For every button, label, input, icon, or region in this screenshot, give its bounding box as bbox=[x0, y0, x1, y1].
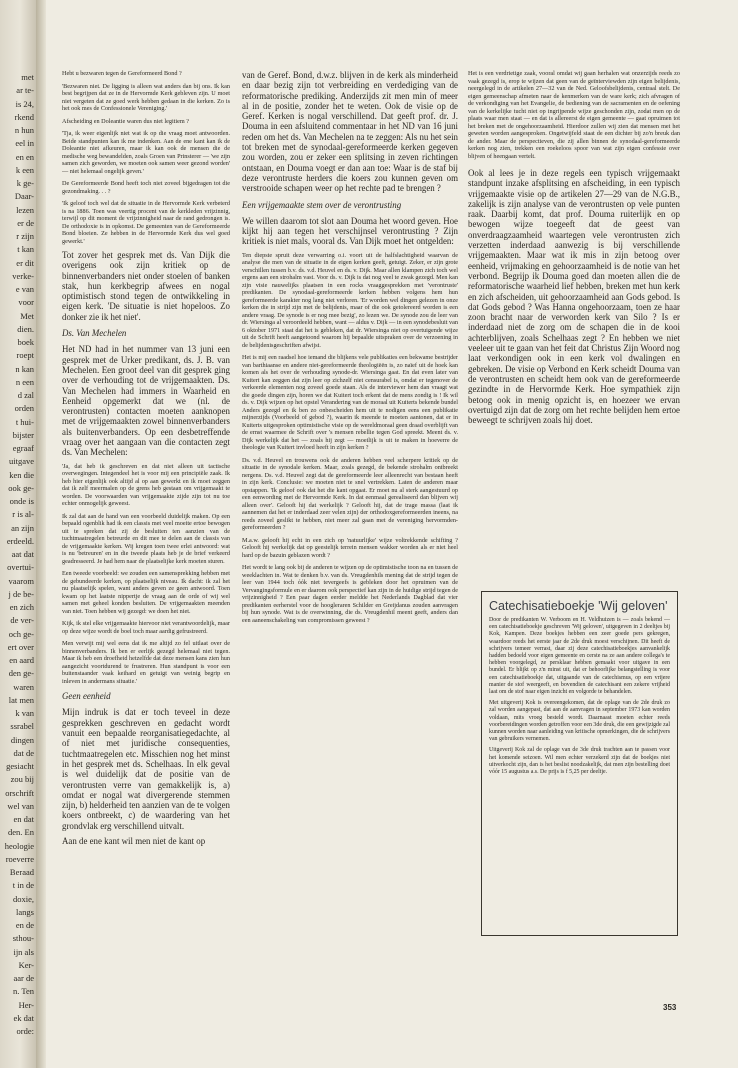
gutter-fragment: ert over bbox=[7, 641, 34, 652]
gutter-fragment: Met bbox=[20, 310, 34, 321]
gutter-fragment: zou bij bbox=[10, 774, 34, 785]
gutter-fragment: Beraad bbox=[9, 867, 34, 877]
gutter-fragment: t hui- bbox=[15, 416, 34, 427]
column-2 bbox=[242, 70, 458, 1000]
gutter-fragment: k ge- bbox=[16, 178, 34, 188]
gutter-fragment: egraaf bbox=[12, 443, 34, 453]
gutter-fragment: onde is bbox=[9, 496, 34, 506]
body-paragraph: Aan de ene kant wil men niet de kant op bbox=[62, 836, 206, 846]
paragraph: M.a.w. gelooft hij echt in een zich op 'natuurlijke' wijze voltrekkende schifting ? Gelooft hij werkelijk dat op geestelijk terrein mensen wakker worden als er niet heel hard op de bazuin geblazen wordt ? bbox=[242, 536, 458, 559]
quote-block bbox=[62, 463, 230, 686]
paragraph: Uitgeverij Kok zal de oplage van de 3de druk trachten aan te passen voor het komende seizoen. Wil men echter verzekerd zijn dat de boekjes niet uitverkocht zijn, dan is het beslist noodzakelijk, dat men zijn bestelling doet vóór 15 augustus a.s. De prijs is f 5,25 per deeltje. bbox=[489, 747, 670, 776]
gutter-fragment: orden bbox=[14, 403, 34, 414]
gutter-fragment: lezen bbox=[16, 204, 34, 215]
gutter-fragment: r zijn bbox=[16, 231, 34, 241]
paragraph: Door de predikanten W. Verboom en H. Veldhuizen is — zoals bekend — een catechisatieboekje geschreven 'Wij geloven', uitgegeven in 2 deeltjes bij Kok, Kampen. Deze boekjes hebben een zeer goede pers gekregen, waardoor reeds het eerste jaar de 2de druk moest verschijnen. Dit heeft de schrijvers temeer verrast, daar zij deze catechisatieboekjes aanvankelijk hadden bedoeld voor eigen gemeente en cerste na ze aan andere collega's te hebben voorgelegd, ze persklaar hebben gemaakt voor uitgave in een bundel. Er blijkt op z'n minst uit, dat er behoorlijke belangstelling is voor een catechisatieboekje dat, uitgaande van de catechismus, op een vrijere manier de stof weergeeft, en bovendien de catechisant een zekere vrijheid laat om de stof naar eigen inzicht en volgorde te behandelen. bbox=[489, 617, 670, 696]
gutter-fragment: den ge- bbox=[8, 668, 34, 679]
quote-block bbox=[242, 252, 458, 625]
sidebar-box bbox=[481, 591, 678, 936]
gutter-fragment: d zal bbox=[17, 390, 34, 400]
paragraph: Afscheiding en Doleantie waren dus niet legitiem ? bbox=[62, 117, 189, 125]
gutter-fragment: er de bbox=[17, 217, 34, 228]
gutter-fragment: gesiacht bbox=[6, 761, 34, 771]
paragraph: 'Ja, dat heb ik geschreven en dat niet alleen uit tactische overwegingen. Integendeel het is voor mij een principiële zaak. Ik heb hier eigenlijk ook altijd al op aan gewerkt en ik moet zeggen dat ik zelf meermalen op de grens heb gestaan om vrijgemaakt te worden. De voorwaarden van vrijgemaakte zijde zijn tot nu toe echter onmogelijk geweest. bbox=[62, 462, 230, 508]
gutter-fragment: verke- bbox=[12, 270, 34, 281]
gutter-fragment: orschrift bbox=[5, 787, 34, 798]
facing-page-edge bbox=[0, 0, 36, 1068]
gutter-fragment: en aard bbox=[9, 655, 34, 665]
gutter-fragment: dien. bbox=[17, 323, 34, 334]
gutter-fragment: doxie, bbox=[12, 893, 34, 904]
quote-block bbox=[468, 70, 680, 160]
gutter-fragment: bijster bbox=[12, 429, 34, 440]
body-paragraph: Ook al lees je in deze regels een typisch vrijgemaakt standpunt inzake afsplitsing en afscheiding, in een typisch vrijgemaakte visie op de artikelen 27—29 van de N.G.B., zakelijk is zijn analyse van de verontrusten op vele punten raak. Daarbij komt, dat prof. Douma ruiterlijk en op bewogen wijze toegeeft dat de geest van onverdraagzaamheid waartegen vele verontrusten zich verzetten inderdaad aanwezig is bij verschillende vrijgemaakten. Maar wat ik mis in zijn betoog over eenheid, vrijmaking en gehoorzaamheid is de notie van het verbond. Begrijp ik Douma goed dan moeten allen die de reformatorische waarheid lief hebben, breken met hun kerk en zich afscheiden, uit gehoorzaamheid aan Gods gebod. Is dat Gods gebod ? Was Hanna ongehoorzaam, toen ze haar zoon bracht naar de verworden kerk van Silo ? Is er inderdaad niet de zorg om de schapen die in de kooi achterblijven, zoals Schelhaas zegt ? En hebben we niet veeleer uit te gaan van het feit dat Christus Zijn Woord nog laat verkondigen ook in een kerk vol dwalingen en gebreken. De visie op Verbond en Kerk scheidt Douma van de verontrusten en scheidt hem ook van de gereformeerde gezindte in de Hervormde Kerk. Hoe sympathiek zijn betoog ook in menig opzicht is, en hoezeer we ervan overtuigd zijn dat de zorg om het rechte belijden hem ertoe beweegt te schrijven zoals hij doet. bbox=[468, 168, 680, 426]
gutter-fragment: dat de bbox=[13, 747, 34, 758]
paragraph: Ds. v.d. Heuvel en trouwens ook de anderen hebben veel scherpere kritiek op de situatie in de synodale kerken. Maar, zoals gezegd, de bekende strohalm ontbreekt nergens. Ds. v.d. Heuvel zegt dat de gereformeerde leer alleenrecht van bestaan heeft in zijn kerk. Conclusie: we moeten niet te snel vertrekken. Laten de anderen maar opstappen. 'Ik geloof ook dat het die kant opgaat. Er moet nu al sterk aangestuurd op een eenwording met de Hervormde Kerk. In dat eenmaal gerealiseerd dan blijven wij alleen over'. Gelooft hij dat werkelijk ? Gelooft hij, dat de trage massa (laat ik aannemen dat het er inderdaad zeer velen zijn) der orthodoxgereformeerden ineens, na reeds zoveel geslikt te hebben, niet meer zal gaan met de vereniging hervormden-gereformeerden ? bbox=[242, 456, 458, 532]
gutter-fragment: n kan bbox=[15, 363, 34, 374]
gutter-fragment: lat men bbox=[8, 694, 34, 705]
gutter-fragment: n. Ten bbox=[13, 986, 34, 997]
gutter-fragment: heologie bbox=[4, 840, 34, 851]
gutter-fragment: Her- bbox=[18, 999, 34, 1010]
gutter-fragment: ken die bbox=[9, 469, 34, 480]
gutter-fragment: n een bbox=[15, 376, 34, 387]
paragraph: 'Bezwaren niet. De ligging is alleen wat anders dan bij ons. Ik kan best begrijpen dat ze in de Hervormde Kerk gebleven zijn. U moet niet vergeten dat ze goed werk hebben gedaan in die kerken. Zo is het ook mes de Confessionele Vereniging.' bbox=[62, 82, 230, 112]
gutter-fragment: ar te- bbox=[16, 85, 34, 96]
gutter-fragment: k een bbox=[15, 164, 34, 175]
subheading: Een vrijgemaakte stem over de verontrusting bbox=[242, 199, 402, 210]
paragraph: Een tweede voorbeeld: we zouden een samensprekking hebben met de gebundeerde kerken, op plaatselijk niveau. Ik dacht: ik zal het nu plaatselijk spelen, want anders geven ze geen antwoord. Toen kwam op het laatste nippertje de vraag aan de orde of wij wel samen met geheel konden besluiten. De vrijgemaakten meenden van niet. Toen hebben wij gezegd: we doen het niet. bbox=[62, 570, 230, 615]
paragraph: Het wordt te lang ook bij de anderen te wijzen op de optimistische toon na en tussen de weeklachten in. Wat te denken b.v. van ds. Vreugdenhils mening dat de strijd tegen de leer van 1944 toch óók niet tevergeefs is gebleken door het opruimen van de Vervangingsformule en er daarom ook perspectief kan zijn in de huidige strijd tegen de vrijzinnigheid ? Een paar dagen eerder meldde het Nederlands Dagblad dat vier predikanten eerherstel voor de hoogleraren Schilder en Greijdanus zouden aanvragen bij hun synode. Wat is de overwinning, die ds. Vreugdenhil meent geeft, anders dan een aaneenschakeling van compromissen geweest ? bbox=[242, 564, 458, 624]
body-paragraph: Het ND had in het nummer van 13 juni een gesprek met de Urker predikant, ds. J. B. van Mechelen. Een groot deel van dit gesprek ging over de verhouding tot de vrijgemaakten. Ds. Van Mechelen had immers in Waarheid en Eenheid opgemerkt dat we (nl. de verontrusten) contacten moeten aanknopen met de vrijgemaakten zowel binnenverbanders als buitenverbanders. Op een desbetreffende vraag over het aangaan van die contacten zegt ds. Van Mechelen: bbox=[62, 344, 230, 458]
gutter-fragment: aat dat bbox=[11, 549, 34, 559]
paragraph: Het is mij een raadsel hoe iemand die blijkens vele publikaties een bekwame bestrijder van barthiaanse en andere niet-gereformeerde theologiëën is, zo naïef uit de hoek kan komen als het over de verhouding synode-dr. Wiersinga gaat. En dat even later van Kuitert kan zeggen dat zijn leer op zichzelf niet censurabel is, omdat er tegenover de verkeerde elementen nog zoveel goede staan. Als de interviewer hem dan vraagt wat die goede dingen zijn, horen we dat Kuitert toch erkent dat de mens zondig is ! Ik wil ds. v. Dijk wijzen op het opstel Verandering van de moraal uit Kuiterts bekende bundel Anders gezegd en ik ben zo onbescheiden hem uit te nodigen eens een publikatie mijnerzijds (Voorbeeld of gebod ?), waarin ik meende te moeten aantonen, dat er in Kuiterts uitgesproken optimistische visie op de wereldmoraal geen draad overblijft van de ernst waarmee de Schrift over 's mensen rebellie tegen God spreekt. Meent ds. v. Dijk werkelijk dat het — zoals hij zegt — moeilijk is uit te maken in hoeverre de theologie van Kuitert invloed heeft in zijn kerken ? bbox=[242, 354, 458, 452]
paragraph: Ik zal dat aan de hand van een voorbeeld duidelijk maken. Op een bepaald ogenblik had ik een classis met veel moeite ertoe bewogen uit te spreken dat zij de besluiten ten aanzien van de tuchtmaatregelen betreurde en dit mee te delen aan de classis van de vrijgemaakte kerken. Wij kregen toen twee erlei antwoord: wat is nu 'betreuren' en in die tweede plaats heb je de brief verkeerd geadresseerd. Je had hem naar de plaatselijke kerk moeten sturen. bbox=[62, 512, 230, 565]
paragraph: Het is een verdrietige zaak, vooral omdat wij gaan herhalen wat onzerzijds reeds zo vaak gezegd is, erop te wijzen dat geen van de geïnterviewden zijn eigen belijdenis, neergelegd in de artikelen 27—32 van de Ned. Geloofsbelijdenis, centraal stelt. De eigen gemeenschap afmeten naar de kenmerken van de ware kerk; zich afvragen of de verkondiging van het Evangelie, de bediening van de sacramenten en de oefening van de kerkelijke tucht niet op ingrijpende wijze geschonden zijn, zodat men op de plaats waar men staat — en dat is allereerst de eigen gemeente — gaat opruimen tot het breken met de ongehoorzaamheid. Hierdoor zullen wij zien dat mensen met het geweten worden aangesproken. Ongetwijfeld staat de een dichter bij zo'n breuk dan de ander. Maar de perspectieven, die zij allen binnen de synodaal-gereformeerde kerken nog zien, trekken een roekeloos spoor van wat zijn eigen confessie over blijven of heengaan vertelt. bbox=[468, 70, 680, 160]
gutter-fragment: overtui- bbox=[7, 562, 34, 573]
paragraph: Kijk, ik stel elke vrijgemaakte hiervoor niet verantwoordelijk, maar op deze wijze wordt de boel toch maar aardig gefrustreerd. bbox=[62, 620, 230, 635]
gutter-fragment: Ker- bbox=[18, 959, 34, 970]
paragraph: 'Ik geloof toch wel dat de situatie in de Hervormde Kerk verbeterd is na 1886. Toen was veertig procent van de kerkleden vrijzinnig, terwijl op dit moment de vrijzinnigheid naar de rand gedrongen is. De orthodoxie is in opkomst. De gemeenten van de Gereformeerde Bond bloeien. Ze hebben in de Hervormde Kerk dus wel goed gewerkt.' bbox=[62, 200, 230, 245]
gutter-fragment: ijn als bbox=[13, 946, 34, 957]
gutter-fragment: den. En bbox=[8, 827, 34, 838]
paragraph: 'Tja, ik weer eigenlijk niet wat ik op die vraag moet antwoorden. Beide standpunten kan ik me indenken. Aan de ene kant kan ik de Doleantie niet afkeuren, maar ik kan ook de mensen die de medische weg bewandelden, zoals Groen van Prinsterer — 'we zijn samen zich geworden, we moeten ook samen weer gezond worden' — niet helemaal ongelijk geven.' bbox=[62, 130, 230, 175]
paragraph: De Gereformeerde Bond heeft toch niet zoveel bijgedragen tot die gezondmaking. . . ? bbox=[62, 180, 230, 195]
gutter-fragment: Daar- bbox=[14, 191, 34, 202]
gutter-fragment: ook ge- bbox=[8, 482, 34, 493]
gutter-fragment: de ver- bbox=[10, 615, 34, 626]
gutter-fragment: en de bbox=[15, 920, 34, 930]
gutter-fragment: met bbox=[21, 72, 34, 82]
body-paragraph: We willen daarom tot slot aan Douma het woord geven. Hoe kijkt hij aan tegen het verschijnsel verontrusting ? Zijn kritiek is niet mals, vooral ds. Van Dijk moet het ontgelden: bbox=[242, 215, 458, 247]
gutter-fragment: uitgave bbox=[8, 456, 34, 467]
gutter-fragment: waren bbox=[13, 681, 34, 692]
gutter-fragment: ek dat bbox=[13, 1012, 34, 1023]
page-number: 353 bbox=[663, 1003, 677, 1012]
gutter-fragment: n hun bbox=[14, 125, 34, 135]
paragraph: Hebt u bezwaren tegen de Gereformeerd Bond ? bbox=[62, 70, 182, 77]
gutter-fragment: an zijn bbox=[11, 522, 34, 533]
gutter-fragment: roeverre bbox=[5, 853, 34, 864]
gutter-fragment: och ge- bbox=[8, 628, 34, 639]
gutter-fragment: en zich bbox=[9, 602, 34, 612]
gutter-fragment: j de be- bbox=[8, 588, 34, 599]
gutter-fragment: erdeeld. bbox=[6, 535, 34, 546]
gutter-fragment: orde: bbox=[16, 1026, 34, 1036]
paragraph: Met uitgeverij Kok is overeengekomen, dat de oplage van de 2de druk zo zal worden aangepast, dat aan de aanvragen in september 1973 kan worden voldaan, mits vroeg besteld wordt. Daarnaast moeten echter reeds voorbereidingen worden getroffen voor een 3de druk, die een gewijzigde zal kunnen worden naar aanleiding van kritische opmerkingen, die de schrijvers van gebruikers vernemen. bbox=[489, 700, 670, 743]
body-paragraph: Mijn indruk is dat er toch teveel in deze gesprekken geschreven en gedacht wordt vanuit een bepaalde reorganisatiegedachte, al of niet met juridische consequenties, tuchtmaatregelen etc. Misschien nog het minst in het gesprek met ds. Schelhaas. In elk geval is wel duidelijk dat de positie van de verontrusten verre van gemakkelijk is, a) omdat er nogal wat divergerende stemmen zijn, b) helderheid ten aanzien van de te volgen koers ontbreekt, c) de waardering van het grondvlak erg verschillend uitvalt. bbox=[62, 707, 230, 831]
body-paragraph: van de Geref. Bond, d.w.z. blijven in de kerk als minderheid en daar bezig zijn tot verbreiding en verdediging van de reformatorische prediking. Anderzijds zit men min of meer al in de positie, zonder het te weten. Ook de visie op de Geref. Kerken is nogal verschillend. Dat geeft prof. dr. J. Douma in een afsluitend commentaar in het ND van 16 juni reden om het ds. Van Mechelen na te zeggen: Als nu het sein tot breken met de synodaal-gereformeerde kerken gegeven zou worden, zou er zeker een splitsing in zeven richtingen ontstaan, en Douma voegt er dan aan toe: Waar is de staf bij deze verontruste herders die koers zou kunnen geven om verstrooide schapen weer op het rechte pad te brengen ? bbox=[242, 70, 458, 194]
column-1 bbox=[62, 70, 230, 1000]
page-fold bbox=[36, 0, 46, 1068]
gutter-fragment: rkend bbox=[14, 111, 34, 122]
gutter-fragment: sthou- bbox=[12, 933, 34, 944]
subheading: Ds. Van Mechelen bbox=[62, 328, 127, 339]
box-title: Catechisatieboekje 'Wij geloven' bbox=[489, 599, 668, 613]
gutter-fragment: er dit bbox=[16, 257, 34, 268]
gutter-fragment: eel in bbox=[15, 138, 34, 149]
gutter-fragment: is 24, bbox=[15, 98, 34, 109]
gutter-fragment: voor bbox=[18, 297, 34, 308]
gutter-fragment: t in de bbox=[12, 880, 34, 891]
gutter-fragment: t kan bbox=[17, 244, 34, 255]
gutter-fragment: r is al- bbox=[12, 509, 34, 520]
gutter-fragment: vaarom bbox=[8, 575, 34, 586]
paragraph: Ten diepste spruit deze verwarring o.i. voort uit de halfslachtigheid waarvan de analyse die men van de situatie in de eigen kerken geeft, getuigt. Zeker, er zijn grote verschillen tussen b.v. ds. v.d. Heuvel en ds. v. Dijk. Maar allen klampen zich toch wel ergens aan een strohalm vast. Voor ds. v. Dijk is dat nog veel te zwak gezegd. Men kan zijn visie nauwelijks plaatsen in een rocks vraaggesprekken met 'verontruste' predikanten. De synodaal-gereformeerde kerken hebben volgens hem hun gereformeerde karakter nog lang niet verloren. 'Er worden wel dingen gelezen in onze kerken die in strijd zijn met de belijdenis, maar of die ook getolereerd worden is een andere vraag. De synode is er nog mee bezig', zo lezen we. De synode zou de leer van dr. Wiersinga al veroordeeld hebben, want — aldus v. Dijk — in een synodebesluit van 6 oktober 1971 staat dat het is gebleken, dat dr. Wiersinga niet op overtuigende wijze uit de Schrift heeft aangetoond waarom hij bepaalde uitspraken over de verzoening in de belijdenisgeschriften afwijst. bbox=[242, 251, 458, 349]
gutter-fragment: wel van bbox=[7, 800, 34, 811]
gutter-fragment: ssrabel bbox=[10, 721, 34, 732]
subheading: Geen eenheid bbox=[62, 691, 111, 702]
gutter-fragment: roept bbox=[16, 350, 34, 361]
gutter-fragment: en en bbox=[15, 151, 34, 162]
gutter-fragment: dingen bbox=[10, 734, 34, 745]
paragraph: Men verwijt mij wel eens dat ik me altijd zo fel uitlaat over de binnenverbanders. Ik ben er eerlijk gezegd helemaal niet tegen. Maar ik heb een droefheid hetzelfde dat deze mensen kans zien hun aangezicht voortdurend te frustreren. Hun standpunt is voor een buitenstaander vaak keihard en getuigt van weinig begrip en inleven in andermans situatie.' bbox=[62, 640, 230, 685]
gutter-fragment: aar de bbox=[13, 973, 34, 983]
gutter-fragment: k van bbox=[15, 708, 34, 718]
gutter-fragment: langs bbox=[16, 906, 34, 917]
gutter-fragment: boek bbox=[17, 337, 34, 347]
gutter-fragment: en dat bbox=[13, 814, 34, 824]
interview-excerpt bbox=[62, 70, 230, 245]
gutter-fragment: e van bbox=[15, 284, 34, 294]
body-paragraph: Tot zover het gesprek met ds. Van Dijk die overigens ook zijn kritiek op de binnenverbanders niet onder stoelen of banken stak, hun kerkbegrip afwees en nogal optimistisch stond tegen de ontwikkeling in eigen kerk. 'De situatie is niet hopeloos. Zo donker zie ik het niet'. bbox=[62, 250, 230, 322]
